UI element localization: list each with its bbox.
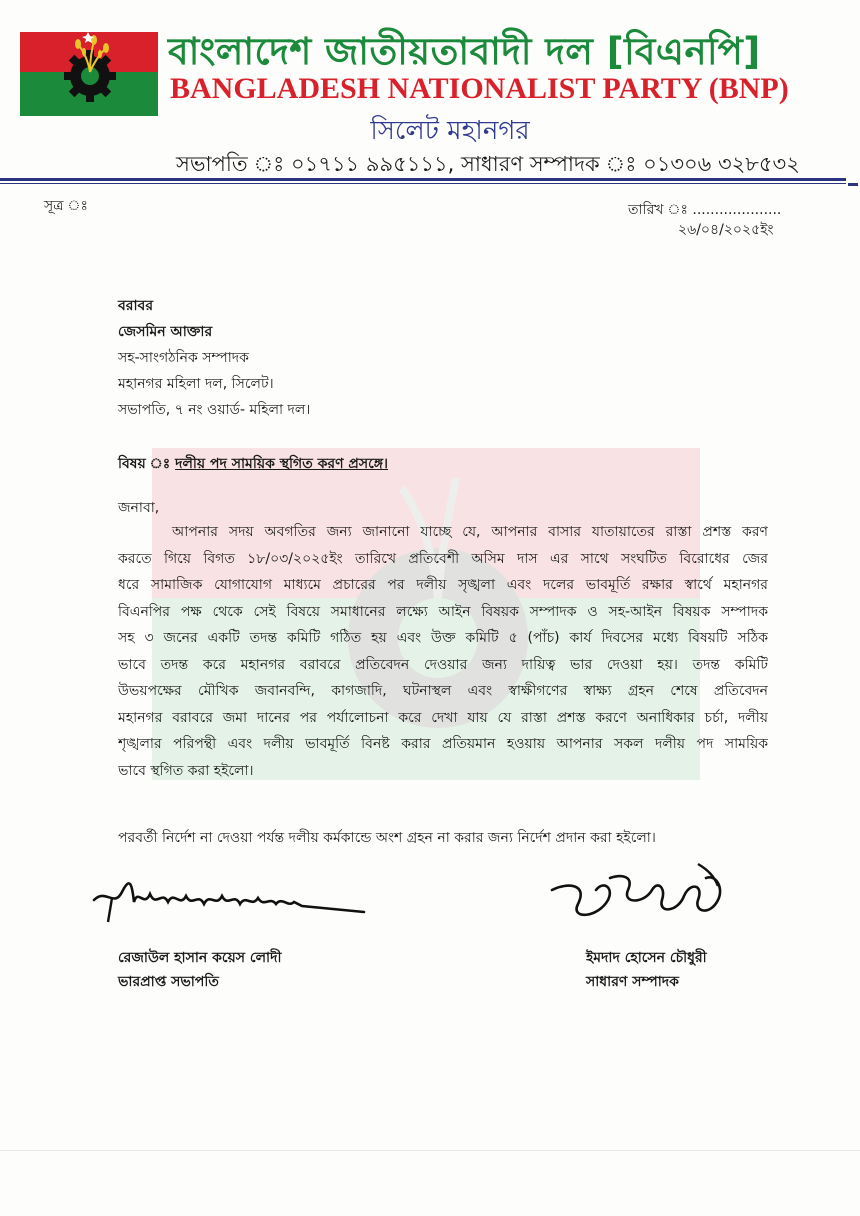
subject-label: বিষয় ঃ bbox=[118, 456, 171, 472]
signature-secretary bbox=[548, 860, 738, 936]
date-value: ২৬/০৪/২০২৫ইং bbox=[678, 222, 774, 238]
party-title-bangla: বাংলাদেশ জাতীয়তাবাদী দল [বিএনপি] bbox=[168, 30, 761, 73]
party-title-english: BANGLADESH NATIONALIST PARTY (BNP) bbox=[170, 72, 789, 105]
body-line: সহ ৩ জনের একটি তদন্ত কমিটি গঠিত হয় এবং উক্ত কমিটি ৫ (পাঁচ) কার্য দিবসের মধ্যে বিষয়টি সঠিক bbox=[118, 630, 768, 646]
addressee-to: বরাবর bbox=[118, 298, 154, 314]
body-line: ভাবে স্থগিত করা হইলো। bbox=[118, 762, 254, 779]
addressee-line: মহানগর মহিলা দল, সিলেট। bbox=[118, 376, 274, 392]
body-line: ভাবে তদন্ত করে মহানগর বরাবরে প্রতিবেদন দেওয়ার জন্য দায়িত্ব ভার দেওয়া হয়। তদন্ত কমিটি bbox=[118, 656, 768, 673]
reference-label: সূত্র ঃ bbox=[44, 198, 88, 214]
salutation: জনাবা, bbox=[118, 500, 160, 516]
signatory-name: রেজাউল হাসান কয়েস লোদী bbox=[118, 950, 282, 966]
header-divider bbox=[0, 178, 846, 181]
unit-name: সিলেট মহানগর bbox=[370, 116, 530, 146]
subject-text: দলীয় পদ সাময়িক স্থগিত করণ প্রসঙ্গে। bbox=[175, 456, 389, 472]
signature-president bbox=[92, 878, 372, 928]
date-label: তারিখ ঃ .................... bbox=[628, 202, 782, 218]
body-line: ধরে সামাজিক যোগাযোগ মাধ্যমে প্রচারের পর দলীয় সৃঙ্খলা এবং দলের ভাবমূর্তি রক্ষার স্বার্থে মহানগর bbox=[118, 577, 768, 593]
header-divider-thin bbox=[0, 183, 846, 184]
body-line: শৃঙ্খলার পরিপন্থী এবং দলীয় ভাবমূর্তি বিনষ্ট করার প্রতিয়মান হওয়ায় আপনার সকল দলীয় পদ সাময়িক bbox=[118, 736, 768, 752]
signatory-name: ইমদাদ হোসেন চৌধুরী bbox=[586, 950, 707, 966]
addressee-name: জেসমিন আক্তার bbox=[118, 324, 213, 340]
addressee-line: সহ-সাংগঠনিক সম্পাদক bbox=[118, 350, 249, 366]
body-line: বিএনপির পক্ষ থেকে সেই বিষয়ে সমাধানের লক্ষ্যে আইন বিষয়ক সম্পাদক ও সহ-আইন বিষয়ক সম্পাদক bbox=[118, 603, 768, 620]
edge-mark bbox=[848, 183, 858, 186]
body-line: মহানগর বরাবরে জমা দানের পর পর্যালোচনা করে দেখা যায় যে রাস্তা প্রশস্ত করণে অনাধিকার চর্চা, দলীয় bbox=[118, 709, 768, 726]
subject-line bbox=[118, 452, 388, 476]
bnp-flag-logo bbox=[20, 32, 158, 116]
signatory-title: সাধারণ সম্পাদক bbox=[586, 974, 679, 990]
body-line: উভয়পক্ষের মৌখিক জবানবন্দি, কাগজাদি, ঘটনাস্থল এবং স্বাক্ষীগণের স্বাক্ষ্য গ্রহন শেষে প্রতিবেদন bbox=[118, 683, 768, 699]
letter-body bbox=[118, 519, 768, 784]
body-line: করতে গিয়ে বিগত ১৮/০৩/২০২৫ইং তারিখে প্রতিবেশী অসিম দাস এর সাথে সংঘটিত বিরোধের জের bbox=[118, 550, 768, 567]
closing-instruction: পরবর্তী নির্দেশ না দেওয়া পর্যন্ত দলীয় কর্মকান্ডে অংশ গ্রহন না করার জন্য নির্দেশ প্রদান করা হইলো। bbox=[118, 830, 656, 846]
addressee-line: সভাপতি, ৭ নং ওয়ার্ড- মহিলা দল। bbox=[118, 402, 311, 418]
footer-divider bbox=[0, 1150, 860, 1151]
body-line: আপনার সদয় অবগতির জন্য জানানো যাচ্ছে যে, আপনার বাসার যাতায়াতের রাস্তা প্রশস্ত করণ bbox=[172, 524, 768, 540]
contact-line: সভাপতি ঃ ০১৭১১ ৯৯৫১১১, সাধারণ সম্পাদক ঃ ০১৩০৬ ৩২৮৫৩২ bbox=[176, 152, 800, 176]
signatory-title: ভারপ্রাপ্ত সভাপতি bbox=[118, 974, 219, 990]
